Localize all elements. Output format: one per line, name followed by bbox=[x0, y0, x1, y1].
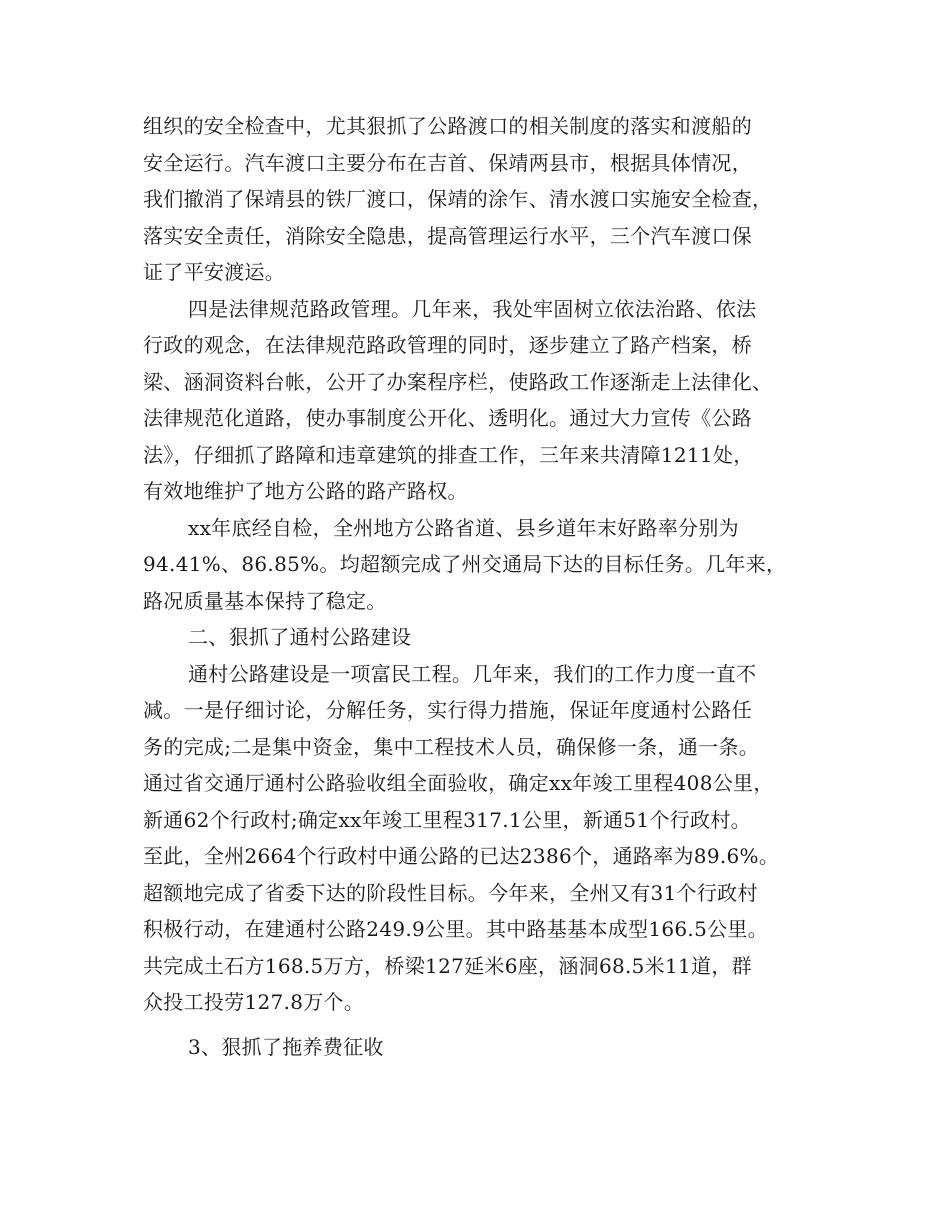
paragraph-line: 法》，仔细抓了路障和违章建筑的排查工作，三年来共清障1211处， bbox=[143, 442, 754, 467]
paragraph-line: 务的完成;二是集中资金，集中工程技术人员，确保修一条，通一条。 bbox=[143, 734, 760, 759]
paragraph-line: 梁、涵洞资料台帐，公开了办案程序栏，使路政工作逐渐走上法律化、 bbox=[143, 369, 773, 394]
paragraph-line: 共完成土石方168.5万方，桥梁127延米6座，涵洞68.5米11道，群 bbox=[143, 953, 752, 978]
paragraph-line: 法律规范化道路，使办事制度公开化、透明化。通过大力宣传《公路 bbox=[143, 406, 752, 430]
paragraph-line: 通村公路建设是一项富民工程。几年来，我们的工作力度一直不 bbox=[188, 661, 757, 686]
paragraph-line: 路况质量基本保持了稳定。 bbox=[143, 588, 387, 613]
paragraph-line: 超额地完成了省委下达的阶段性目标。今年来，全州又有31个行政村 bbox=[143, 880, 758, 905]
paragraph-line: 减。一是仔细讨论，分解任务，实行得力措施，保证年度通村公路任 bbox=[143, 698, 752, 722]
paragraph-line: 证了平安渡运。 bbox=[143, 260, 286, 284]
paragraph-line: 众投工投劳127.8万个。 bbox=[143, 990, 365, 1014]
paragraph-line: 组织的安全检查中，尤其狠抓了公路渡口的相关制度的落实和渡船的 bbox=[143, 114, 752, 138]
paragraph-line: 行政的观念，在法律规范路政管理的同时，逐步建立了路产档案，桥 bbox=[143, 333, 752, 357]
paragraph-line: 积极行动，在建通村公路249.9公里。其中路基基本成型166.5公里。 bbox=[143, 917, 769, 941]
paragraph-line: 我们撤消了保靖县的铁厂渡口，保靖的涂乍、清水渡口实施安全检查， bbox=[143, 187, 773, 211]
paragraph-line: 安全运行。汽车渡口主要分布在吉首、保靖两县市，根据具体情况， bbox=[143, 150, 752, 175]
section-heading: 3、狠抓了拖养费征收 bbox=[188, 1034, 384, 1059]
paragraph-line: 有效地维护了地方公路的路产路权。 bbox=[143, 479, 468, 503]
paragraph-line: 落实安全责任，消除安全隐患，提高管理运行水平，三个汽车渡口保 bbox=[143, 223, 752, 248]
document-body bbox=[143, 108, 813, 1065]
paragraph-line: 至此，全州2664个行政村中通公路的已达2386个，通路率为89.6%。 bbox=[143, 844, 780, 868]
section-heading: 二、狠抓了通村公路建设 bbox=[188, 625, 412, 649]
paragraph-line: 通过省交通厅通村公路验收组全面验收，确定xx年竣工里程408公里， bbox=[143, 771, 774, 795]
paragraph-line: 94.41%、86.85%。均超额完成了州交通局下达的目标任务。几年来， bbox=[143, 552, 787, 576]
paragraph-line: 四是法律规范路政管理。几年来，我处牢固树立依法治路、依法 bbox=[188, 296, 757, 321]
paragraph-line: 新通62个行政村;确定xx年竣工里程317.1公里，新通51个行政村。 bbox=[143, 807, 751, 832]
paragraph-line: xx年底经自检，全州地方公路省道、县乡道年末好路率分别为 bbox=[188, 515, 739, 540]
